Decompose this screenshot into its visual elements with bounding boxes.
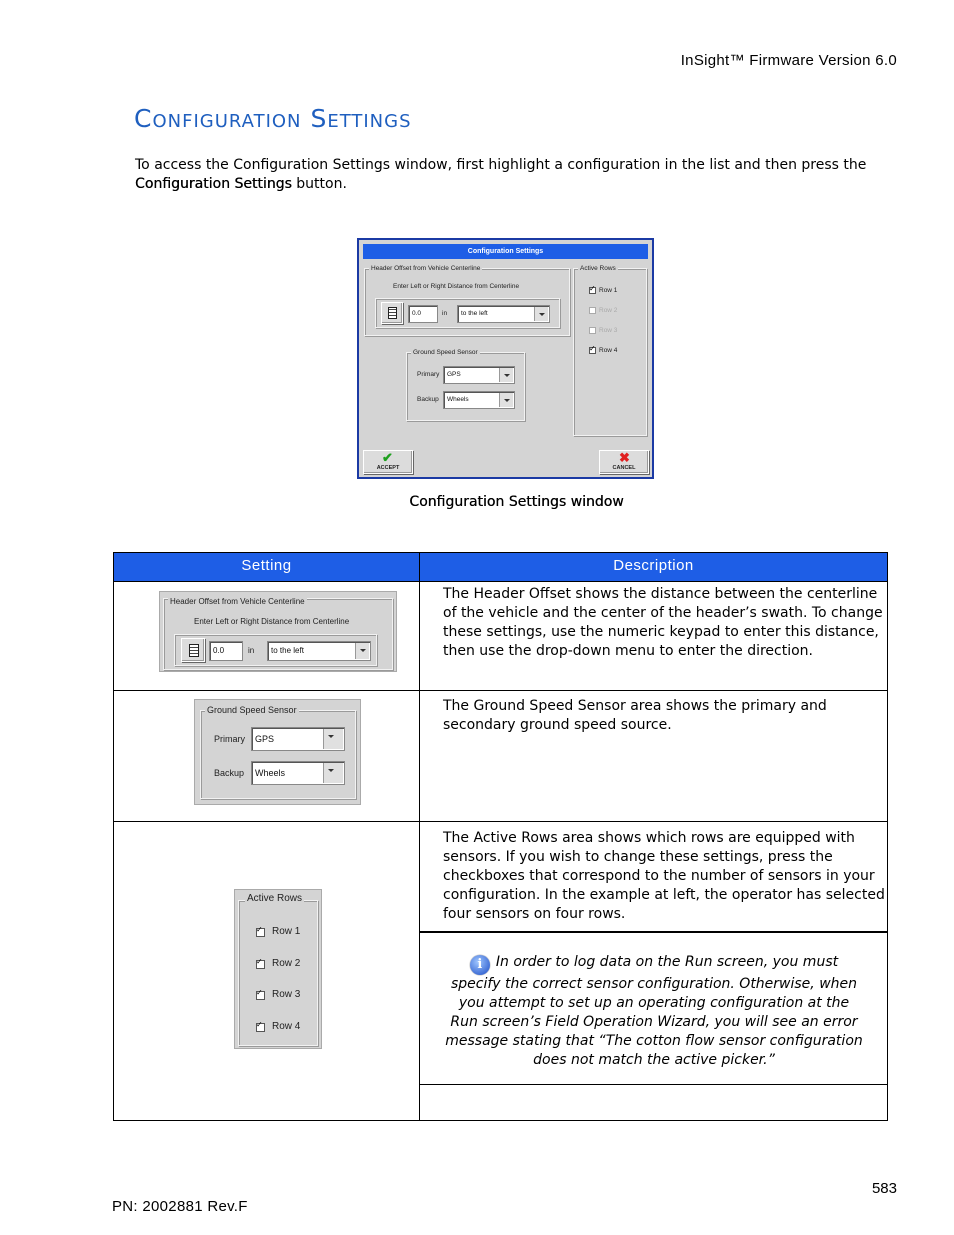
primary-dropdown[interactable] [443,366,515,384]
ground-speed-sensor-group [406,349,525,421]
col-header-setting: Setting [114,553,419,581]
info-icon: i [470,955,490,975]
direction-value: to the left [461,310,488,317]
note-divider-top [420,931,887,933]
active-rows-group [573,265,647,436]
header-offset-description: The Header Offset shows the distance between the centerline of the vehicle and the center of the header’s swath. To change these settings, use the numeric keypad to enter this distance, then use the drop-down menu to enter the direction. [443,586,883,659]
figure-caption: Configuration Settings window [409,494,624,510]
calculator-icon [388,307,397,319]
thumb-primary-dropdown[interactable] [251,727,345,751]
active-rows-note [444,953,864,1070]
cancel-button[interactable] [599,450,649,474]
backup-label: Backup [417,396,439,403]
dropdown-arrow-icon [499,368,513,382]
thumb-row-3-checkbox[interactable] [256,991,265,1000]
direction-dropdown[interactable] [457,305,550,323]
offset-unit: in [442,310,448,317]
backup-dropdown[interactable] [443,391,515,409]
header-offset-legend: Header Offset from Vehicle Centerline [371,265,481,272]
header-divider [114,581,887,582]
calculator-button[interactable] [381,302,403,324]
section-title: Configuration Settings [134,104,412,133]
thumb-gss-legend: Ground Speed Sensor [207,705,297,715]
thumb-gss-group [200,705,356,799]
active-rows-thumbnail [234,889,322,1049]
active-rows-note-text: In order to log data on the Run screen, you must specify the correct sensor configuration. Otherwise, when you attempt to set up an operating configuration at the Run screen’s Field Operation Wizard, you will see an error message stating that “The cotton flow sensor configuration does not match the active picker.” [445,954,863,1068]
row-2-checkbox[interactable] [589,307,596,314]
row-divider-2 [114,821,887,822]
x-icon: ✖ [619,450,630,465]
primary-value: GPS [447,371,461,378]
settings-table [113,552,888,1121]
configuration-settings-window [357,238,654,479]
gss-legend: Ground Speed Sensor [413,349,478,356]
thumb-calculator-button[interactable] [181,638,205,662]
thumb-backup-value: Wheels [255,768,286,778]
distance-hint: Enter Left or Right Distance from Centerline [393,283,520,290]
row-4-label: Row 4 [599,347,618,354]
row-3-checkbox[interactable] [589,327,596,334]
ground-speed-thumbnail [194,699,361,805]
intro-text-after: button. [291,176,347,192]
thumb-row-2-checkbox[interactable] [256,960,265,969]
offset-value-input[interactable]: 0.0 [408,305,438,323]
thumb-offset-input[interactable]: 0.0 [209,641,243,661]
intro-text-before: To access the Configuration Settings window, first highlight a configuration in the list and then press the [135,157,867,173]
column-divider [419,553,420,1120]
row-3-label: Row 3 [599,327,618,334]
thumb-offset-unit: in [248,646,255,655]
accept-label: ACCEPT [376,465,400,471]
thumb-row-4-label: Row 4 [272,1021,301,1032]
thumb-direction-dropdown[interactable] [267,641,371,661]
dropdown-arrow-icon [499,393,513,407]
thumb-row-3-label: Row 3 [272,989,301,1000]
row-2-label: Row 2 [599,307,618,314]
page-number: 583 [871,1180,897,1197]
primary-label: Primary [417,371,440,378]
row-divider-1 [114,690,887,691]
cancel-label: CANCEL [612,465,636,471]
thumb-active-rows-legend: Active Rows [247,893,303,904]
part-number: PN: 2002881 Rev.F [112,1198,248,1215]
dropdown-arrow-icon [323,729,343,749]
header-offset-thumbnail [159,591,397,672]
active-rows-legend: Active Rows [580,265,616,272]
dropdown-arrow-icon [355,643,369,659]
accept-button[interactable] [363,450,413,474]
dropdown-arrow-icon [534,307,548,321]
thumb-direction-value: to the left [271,646,304,655]
intro-bold-term: Configuration Settings [135,176,292,192]
thumb-row-1-checkbox[interactable] [256,928,265,937]
thumb-row-2-label: Row 2 [272,958,301,969]
thumb-row-4-checkbox[interactable] [256,1023,265,1032]
col-header-description: Description [420,553,887,581]
thumb-primary-label: Primary [214,734,245,744]
ground-speed-description: The Ground Speed Sensor area shows the primary and secondary ground speed source. [443,698,827,733]
row-1-checkbox[interactable] [589,287,596,294]
thumb-backup-dropdown[interactable] [251,761,345,785]
thumb-primary-value: GPS [255,734,275,744]
thumb-row-1-label: Row 1 [272,926,301,937]
thumb-offset-frame [174,634,377,666]
intro-paragraph [135,156,915,194]
checkmark-icon: ✔ [382,450,393,465]
thumb-header-offset-group [163,598,393,670]
row-1-label: Row 1 [599,287,618,294]
calculator-icon [189,644,199,657]
thumb-backup-label: Backup [214,768,245,778]
offset-input-frame [375,298,560,328]
thumb-active-rows-group [238,893,318,1046]
thumb-header-offset-legend: Header Offset from Vehicle Centerline [170,597,305,606]
header-offset-group [364,265,570,336]
active-rows-description: The Active Rows area shows which rows are equipped with sensors. If you wish to change these settings, press the checkboxes that correspond to the number of sensors in your configuration. In the example at left, the operator has selected four sensors on four rows. [443,830,885,922]
note-divider-bottom [420,1084,887,1085]
dropdown-arrow-icon [323,763,343,783]
thumb-distance-hint: Enter Left or Right Distance from Centerline [194,617,350,626]
row-4-checkbox[interactable] [589,347,596,354]
running-header: InSight™ Firmware Version 6.0 [680,52,897,69]
backup-value: Wheels [447,396,469,403]
window-title-bar: Configuration Settings [363,244,648,259]
